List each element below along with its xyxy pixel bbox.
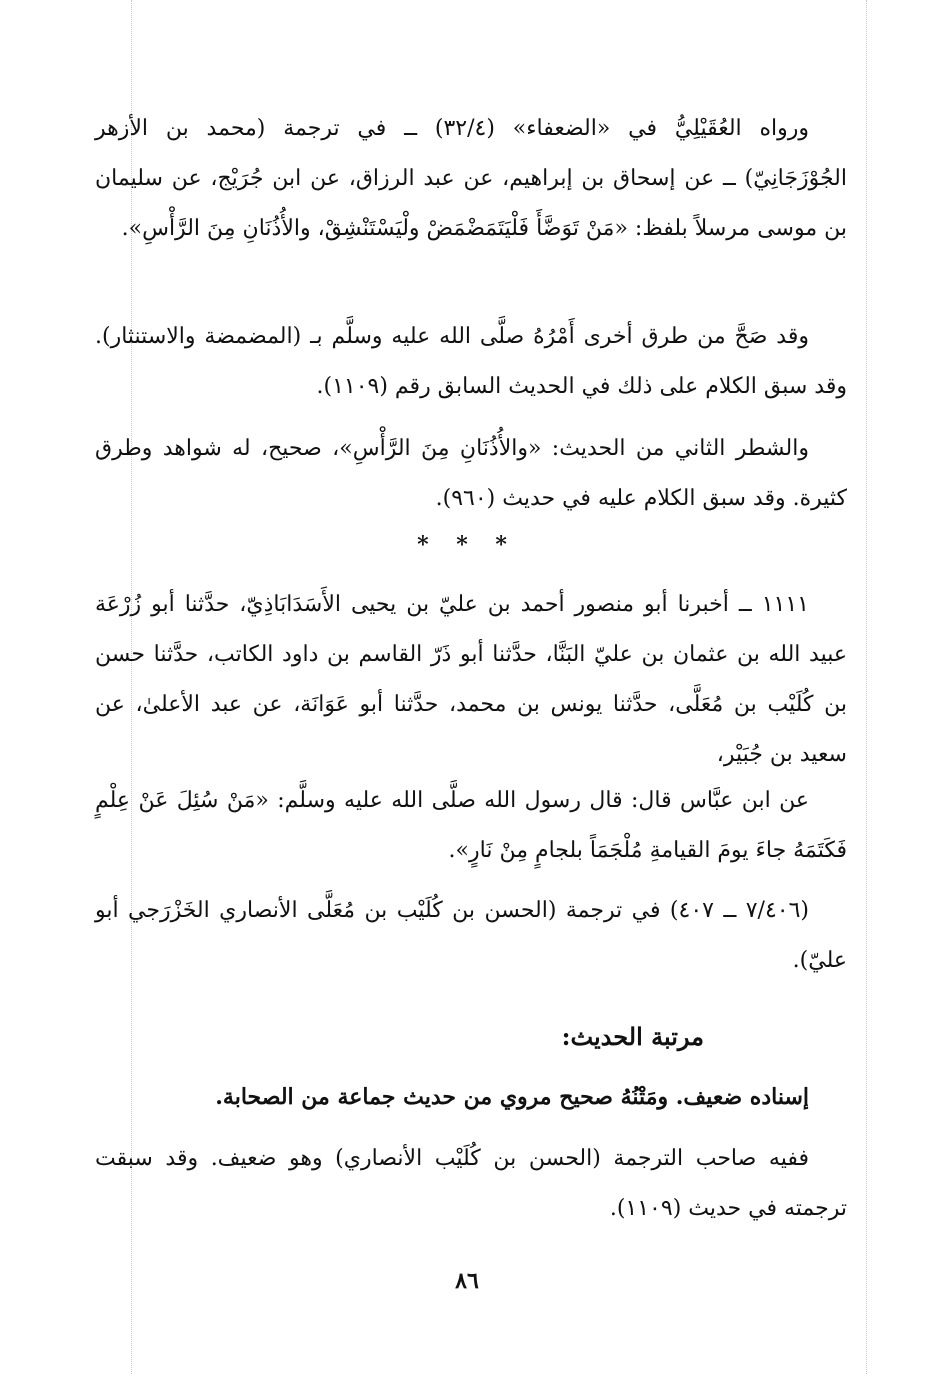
paragraph-text: ورواه العُقَيْلِيُّ في «الضعفاء» (٣٢/٤) ــ في ترجمة (محمد بن الأزهر الجُوْزَجَانِيّ) ــ عن إسحاق بن إبراهيم، عن عبد الرزاق، عن ابن جُرَيْج، عن سليمان بن موسى مرسلاً بلفظ: «مَنْ تَوَضَّأَ فَلْيَتَمَضْمَضْ ولْيَسْتَنْشِقْ، والأُذُنَانِ مِنَ الرَّأْسِ». (95, 116, 847, 241)
paragraph-text: ففيه صاحب الترجمة (الحسن بن كُلَيْب الأنصاري) وهو ضعيف. وقد سبقت ترجمته في حديث (١١٠٩). (95, 1146, 847, 1221)
hadith-1111-matn (95, 776, 847, 876)
hadith-1111-isnad (95, 580, 847, 780)
scan-artifact-line (866, 0, 867, 1374)
source-reference (95, 886, 847, 986)
paragraph-text: والشطر الثاني من الحديث: «والأُذُنَانِ مِنَ الرَّأْسِ»، صحيح، له شواهد وطرق كثيرة. وقد سبق الكلام عليه في حديث (٩٦٠). (95, 436, 847, 511)
paragraph-text: (٧/٤٠٦ ــ ٤٠٧) في ترجمة (الحسن بن كُلَيْب بن مُعَلَّى الأنصاري الخَزْرَجي أبو عليّ). (95, 898, 847, 973)
paragraph-text: ١١١١ ــ أخبرنا أبو منصور أحمد بن عليّ بن يحيى الأَسَدَابَاذِيّ، حدَّثنا أبو زُرْعَة عبيد الله بن عثمان بن عليّ البَنَّا، حدَّثنا أبو ذَرّ القاسم بن داود الكاتب، حدَّثنا حسن بن كُلَيْب بن مُعَلَّى، حدَّثنا يونس بن محمد، حدَّثنا أبو عَوَانَة، عن عبد الأعلىٰ، عن سعيد بن جُبَيْر، (95, 592, 847, 767)
paragraph-madmada (95, 312, 847, 412)
grading-paragraph (95, 1072, 847, 1122)
paragraph-second-half (95, 424, 847, 524)
paragraph-text: إسناده ضعيف. ومَتْنُهُ صحيح مروي من حديث جماعة من الصحابة. (215, 1084, 809, 1110)
narrator-note (95, 1134, 847, 1234)
paragraph-text: عن ابن عبَّاس قال: قال رسول الله صلَّى الله عليه وسلَّم: «مَنْ سُئِلَ عَنْ عِلْمٍ فَكَتَمَهُ جاءَ يومَ القيامةِ مُلْجَمَاً بلجامٍ مِنْ نَارٍ». (95, 788, 847, 863)
paragraph-aqili (95, 104, 847, 254)
section-heading: مرتبة الحديث: (561, 1022, 704, 1051)
section-separator: * * * (417, 532, 517, 558)
paragraph-text: وقد صَحَّ من طرق أخرى أَمْرُهُ صلَّى الله عليه وسلَّم بـ (المضمضة والاستنثار). وقد سبق الكلام على ذلك في الحديث السابق رقم (١١٠٩). (95, 324, 847, 399)
page-number: ٨٦ (455, 1268, 479, 1294)
